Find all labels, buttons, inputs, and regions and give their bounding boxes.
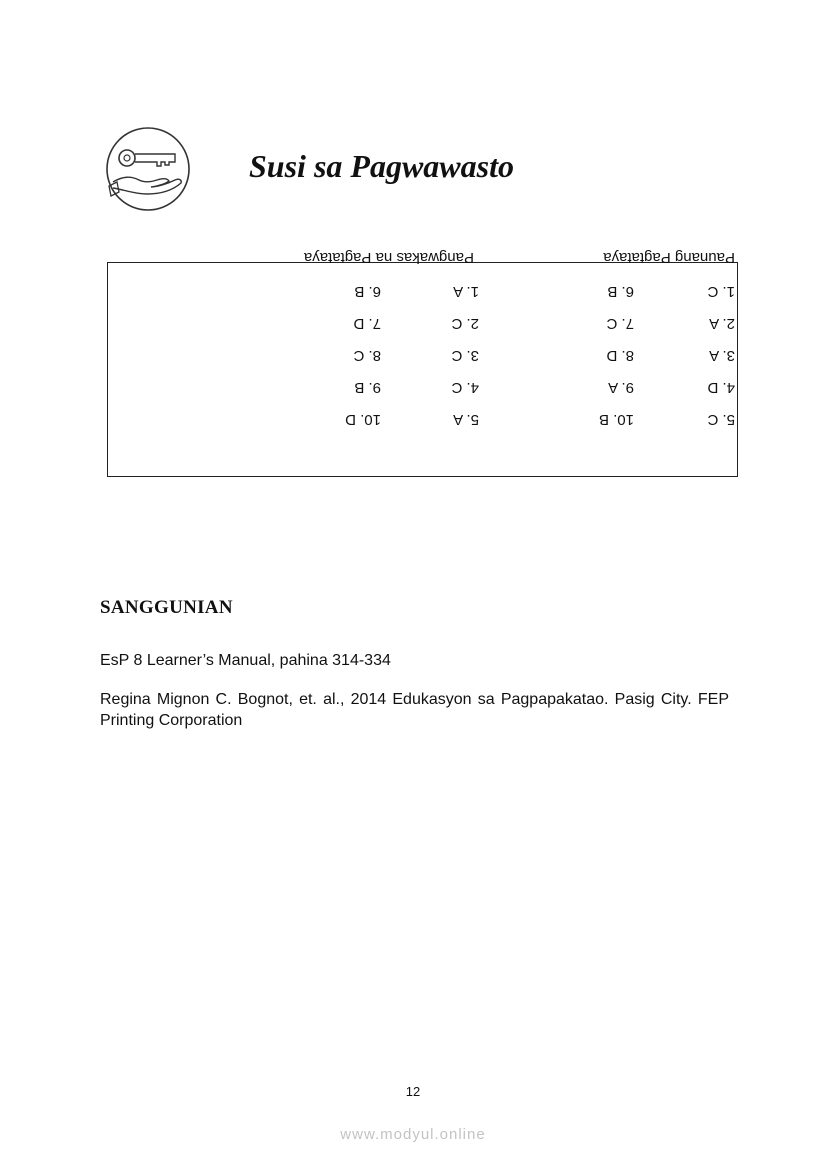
answer-item: 9. B <box>354 379 381 396</box>
references-heading: SANGGUNIAN <box>100 597 233 618</box>
answer-key-box <box>107 249 738 477</box>
answer-item: 8. D <box>606 347 634 364</box>
answer-item: 6. B <box>607 283 634 300</box>
answer-item: 2. A <box>709 315 735 332</box>
answer-item: 1. C <box>707 283 735 300</box>
answer-item: 5. C <box>707 411 735 428</box>
reference-entry: Regina Mignon C. Bognot, et. al., 2014 Edukasyon sa Pagpapakatao. Pasig City. FEP Printing Corporation <box>100 691 729 729</box>
answer-item: 4. D <box>707 379 735 396</box>
key-in-hand-icon <box>105 126 191 212</box>
answer-item: 10. B <box>598 411 634 428</box>
answer-key-rotated-content <box>108 249 737 476</box>
answer-item: 8. C <box>353 347 381 364</box>
answer-item: 7. D <box>353 315 381 332</box>
reference-entry: EsP 8 Learner’s Manual, pahina 314-334 <box>100 652 391 669</box>
answer-item: 9. A <box>608 379 634 396</box>
answer-item: 4. C <box>451 379 479 396</box>
answer-item: 3. C <box>451 347 479 364</box>
answer-item: 3. A <box>709 347 735 364</box>
watermark: www.modyul.online <box>340 1126 486 1143</box>
answer-column-heading: Pangwakas na Pagtataya <box>303 249 474 266</box>
answer-item: 2. C <box>451 315 479 332</box>
page-title: Susi sa Pagwawasto <box>249 148 514 184</box>
answer-item: 6. B <box>354 283 381 300</box>
answer-item: 10. D <box>345 411 381 428</box>
page-number: 12 <box>405 1084 421 1099</box>
answer-item: 7. C <box>606 315 634 332</box>
answer-item: 1. A <box>453 283 479 300</box>
answer-item: 5. A <box>453 411 479 428</box>
answer-column-heading: Paunang Pagtataya <box>603 249 735 266</box>
